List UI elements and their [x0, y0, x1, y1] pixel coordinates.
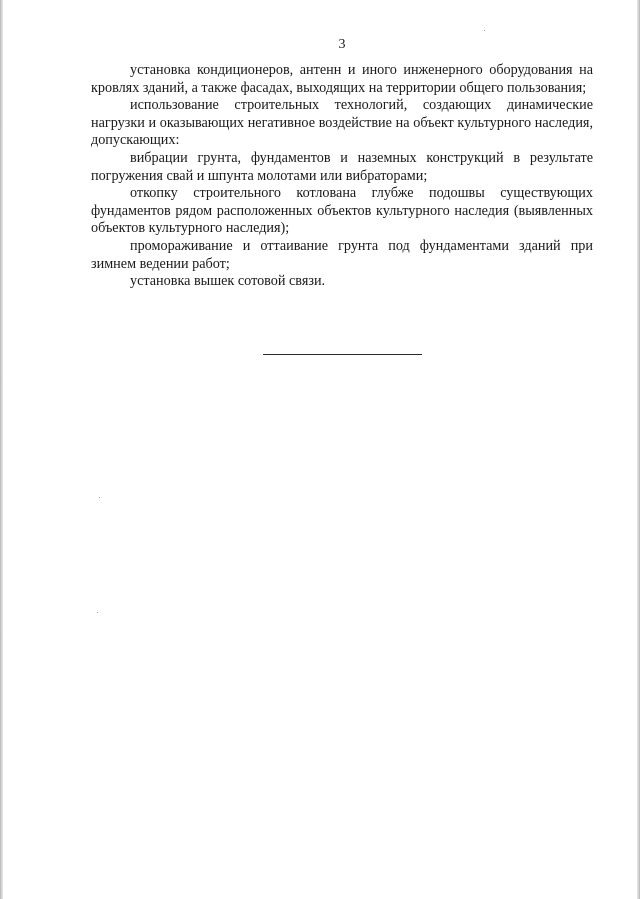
page-number: 3	[338, 37, 346, 52]
scan-edge-left	[0, 0, 3, 899]
paragraph-excavation: откопку строительного котлована глубже подошвы существующих фундаментов рядом расположенных объектов культурного наследия (выявленных объектов культурного наследия);	[91, 185, 593, 237]
document-body	[91, 62, 593, 291]
end-separator-line	[263, 354, 422, 355]
scan-speck	[97, 612, 98, 613]
scan-speck	[99, 497, 100, 498]
scan-speck	[484, 30, 485, 31]
paragraph-construction-technologies: использование строительных технологий, создающих динамические нагрузки и оказывающих негативное воздействие на объект культурного наследия, допускающих:	[91, 97, 593, 149]
paragraph-cell-towers: установка вышек сотовой связи.	[130, 273, 326, 290]
paragraph-freezing-thawing: промораживание и оттаивание грунта под фундаментами зданий при зимнем ведении работ;	[91, 237, 593, 272]
paragraph-air-conditioners: установка кондиционеров, антенн и иного инженерного оборудования на кровлях зданий, а также фасадах, выходящих на территории общего пользования;	[91, 62, 593, 96]
paragraph-ground-vibration: вибрации грунта, фундаментов и наземных конструкций в результате погружения свай и шпунта молотами или вибраторами;	[91, 149, 593, 184]
